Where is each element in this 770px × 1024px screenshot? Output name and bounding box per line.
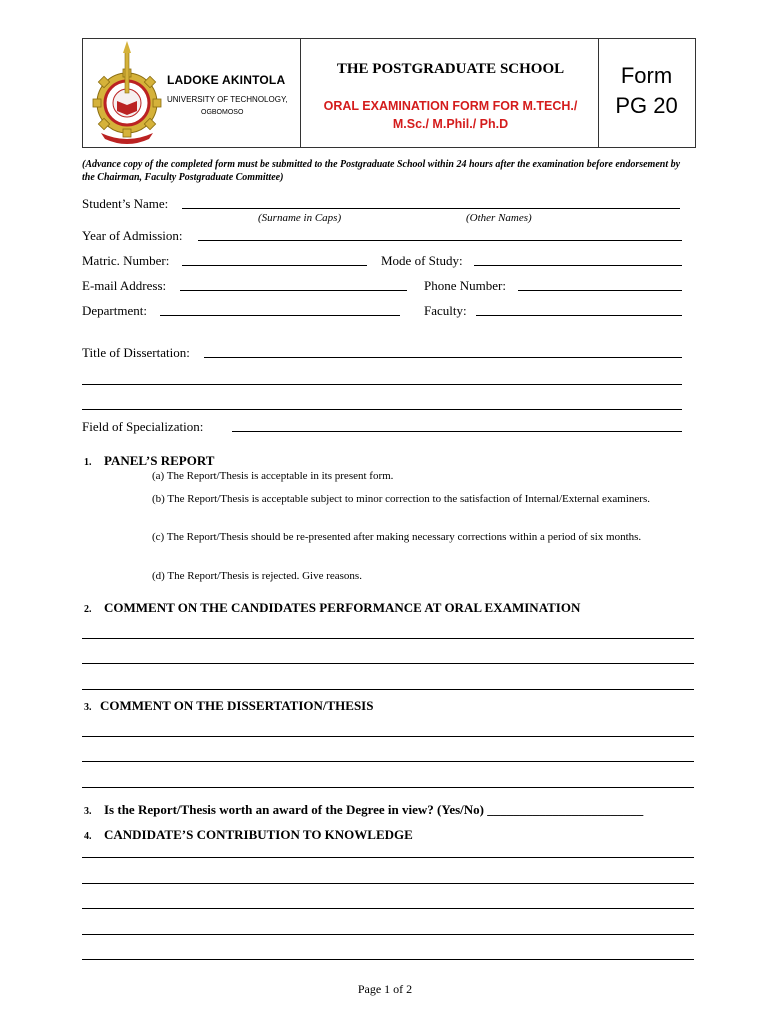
contribution-line-5[interactable] bbox=[82, 959, 694, 960]
award-question-text[interactable]: Is the Report/Thesis worth an award of the Degree in view? (Yes/No) ________________________ bbox=[104, 802, 644, 817]
section-number: 1. bbox=[84, 457, 92, 468]
department-line[interactable] bbox=[160, 315, 400, 316]
thesis-comment-line-1[interactable] bbox=[82, 736, 694, 737]
section-thesis-comment bbox=[84, 698, 373, 714]
performance-comment-line-1[interactable] bbox=[82, 638, 694, 639]
dissertation-title-line-3[interactable] bbox=[82, 409, 682, 410]
university-city: OGBOMOSO bbox=[201, 109, 244, 116]
section-panels-report bbox=[84, 453, 214, 469]
panel-option-b-text: (b) The Report/Thesis is acceptable subject to minor correction to the satisfaction of Internal/External examiners. bbox=[152, 493, 650, 505]
panel-option-b bbox=[152, 492, 694, 507]
dissertation-title-line-2[interactable] bbox=[82, 384, 682, 385]
section-title: COMMENT ON THE DISSERTATION/THESIS bbox=[100, 698, 374, 713]
contribution-line-4[interactable] bbox=[82, 934, 694, 935]
section-performance-comment bbox=[84, 600, 580, 616]
thesis-comment-line-3[interactable] bbox=[82, 787, 694, 788]
section-number: 2. bbox=[84, 604, 92, 615]
panel-option-a: (a) The Report/Thesis is acceptable in its present form. bbox=[152, 470, 394, 482]
matric-line[interactable] bbox=[182, 265, 367, 266]
contribution-line-1[interactable] bbox=[82, 857, 694, 858]
student-name-line[interactable] bbox=[182, 208, 680, 209]
performance-comment-line-2[interactable] bbox=[82, 663, 694, 664]
section-title: COMMENT ON THE CANDIDATES PERFORMANCE AT ORAL EXAMINATION bbox=[104, 600, 581, 615]
email-line[interactable] bbox=[180, 290, 407, 291]
specialization-label: Field of Specialization: bbox=[82, 419, 204, 434]
year-admission-line[interactable] bbox=[198, 240, 682, 241]
thesis-comment-line-2[interactable] bbox=[82, 761, 694, 762]
other-names-hint: (Other Names) bbox=[466, 212, 532, 224]
email-label: E-mail Address: bbox=[82, 278, 167, 293]
department-label: Department: bbox=[82, 303, 147, 318]
matric-label: Matric. Number: bbox=[82, 253, 170, 268]
mode-of-study-line[interactable] bbox=[474, 265, 682, 266]
section-number: 3. bbox=[84, 702, 92, 713]
form-code: PG 20 bbox=[615, 93, 678, 118]
section-award-question bbox=[84, 802, 643, 818]
logo-cell bbox=[83, 39, 301, 147]
faculty-line[interactable] bbox=[476, 315, 682, 316]
contribution-line-3[interactable] bbox=[82, 908, 694, 909]
specialization-line[interactable] bbox=[232, 431, 682, 432]
university-name: LADOKE AKINTOLA bbox=[167, 73, 286, 87]
form-header bbox=[82, 38, 696, 148]
section-number: 4. bbox=[84, 831, 92, 842]
university-name-line2: UNIVERSITY OF TECHNOLOGY, bbox=[167, 95, 288, 104]
phone-label: Phone Number: bbox=[424, 278, 506, 293]
panel-option-c-text: (c) The Report/Thesis should be re-presented after making necessary corrections within a period of six months. bbox=[152, 531, 642, 543]
performance-comment-line-3[interactable] bbox=[82, 689, 694, 690]
dissertation-title-label: Title of Dissertation: bbox=[82, 345, 190, 360]
year-admission-label: Year of Admission: bbox=[82, 228, 183, 243]
page-footer: Page 1 of 2 bbox=[357, 982, 413, 996]
section-title: PANEL’S REPORT bbox=[104, 453, 215, 468]
form-label: Form bbox=[620, 63, 673, 88]
form-title-line2: M.Sc./ M.Phil./ Ph.D bbox=[392, 117, 509, 131]
dissertation-title-line[interactable] bbox=[204, 357, 682, 358]
mode-of-study-label: Mode of Study: bbox=[381, 253, 463, 268]
phone-line[interactable] bbox=[518, 290, 682, 291]
panel-option-d: (d) The Report/Thesis is rejected. Give reasons. bbox=[152, 570, 362, 582]
form-title-line1: ORAL EXAMINATION FORM FOR M.TECH./ bbox=[323, 99, 578, 113]
panel-option-c bbox=[152, 530, 694, 545]
faculty-label: Faculty: bbox=[424, 303, 467, 318]
section-number: 3. bbox=[84, 806, 92, 817]
contribution-line-2[interactable] bbox=[82, 883, 694, 884]
surname-hint: (Surname in Caps) bbox=[258, 212, 342, 224]
university-logo-icon bbox=[87, 41, 167, 145]
section-title: CANDIDATE’S CONTRIBUTION TO KNOWLEDGE bbox=[104, 827, 413, 842]
section-contribution bbox=[84, 827, 413, 843]
instruction-note: (Advance copy of the completed form must be submitted to the Postgraduate School within 24 hours after the examination before endorsement by the Chairman, Faculty Postgraduate Committee) bbox=[82, 159, 681, 183]
school-title: THE POSTGRADUATE SCHOOL bbox=[336, 61, 565, 77]
student-name-label: Student’s Name: bbox=[82, 196, 169, 211]
